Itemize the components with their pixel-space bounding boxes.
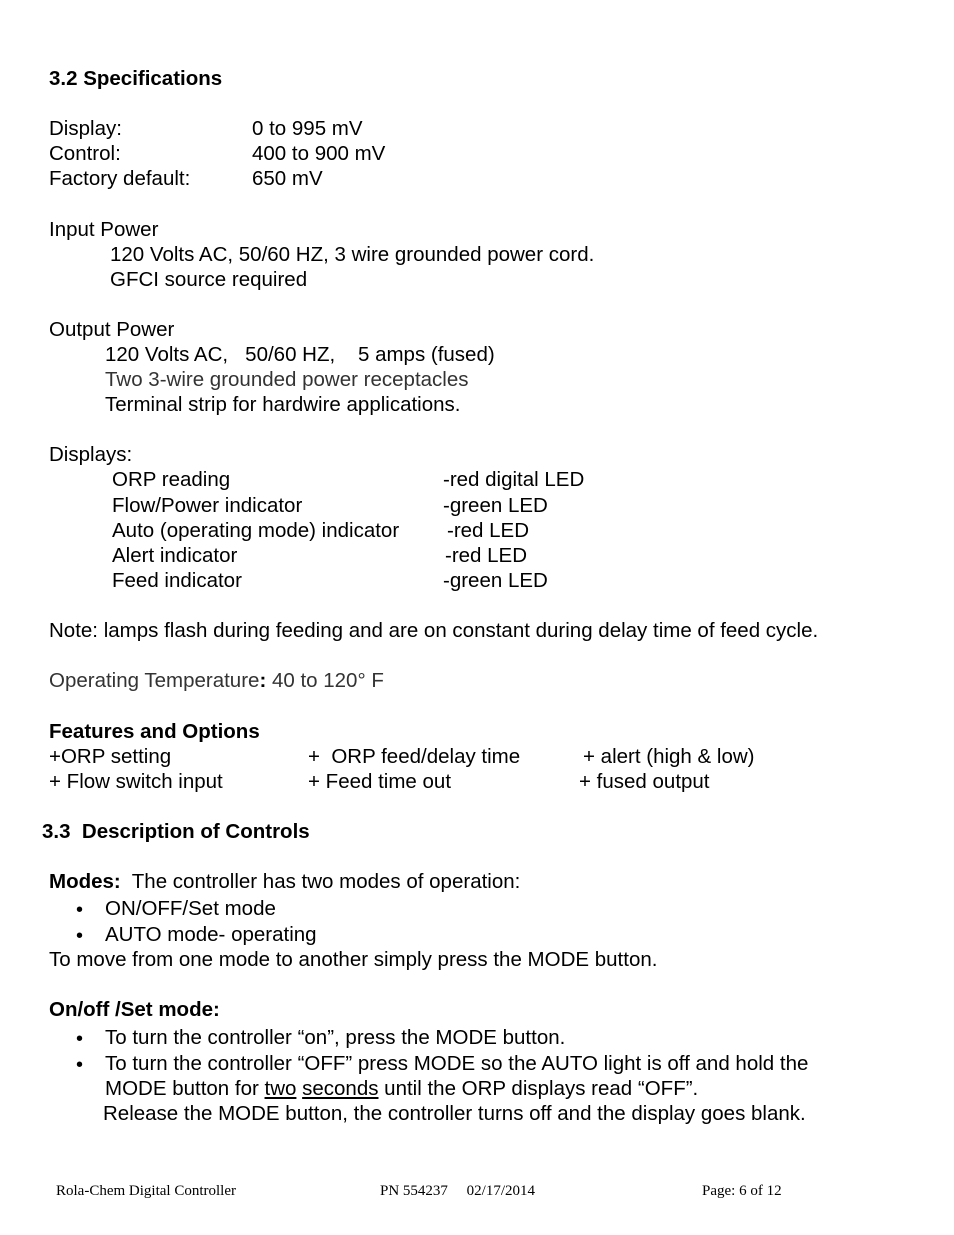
onoff-heading: On/off /Set mode: (49, 998, 220, 1021)
modes-text: The controller has two modes of operation: (120, 870, 521, 893)
section-heading-specifications: 3.2 Specifications (49, 67, 223, 90)
display-name-feed: Feed indicator (112, 569, 242, 592)
onoff-bullet-2-pre: MODE button for (105, 1077, 265, 1100)
operating-temperature-label: Operating Temperature (49, 669, 260, 692)
footer-middle: PN 554237 02/17/2014 (380, 1183, 536, 1199)
operating-temperature (49, 669, 384, 694)
mode-item-onoff: ON/OFF/Set mode (105, 897, 276, 920)
modes-intro (49, 870, 520, 895)
display-value-feed: -green LED (443, 569, 548, 592)
display-name-alert: Alert indicator (112, 544, 238, 567)
section-heading-controls: 3.3 Description of Controls (42, 820, 310, 843)
onoff-bullet-1: To turn the controller “on”, press the MODE button. (105, 1026, 566, 1049)
underlined-seconds: seconds (302, 1077, 379, 1100)
operating-temperature-colon: : (259, 669, 267, 692)
operating-temperature-value: 40 to 120° F (266, 669, 384, 692)
onoff-bullet-2-line-1: To turn the controller “OFF” press MODE so the AUTO light is off and hold the (105, 1052, 809, 1075)
display-value-alert: -red LED (445, 544, 528, 567)
release-text: Release the MODE button, the controller turns off and the display goes blank. (103, 1102, 806, 1125)
spec-label-factory-default: Factory default: (49, 167, 191, 190)
display-name-orp-reading: ORP reading (112, 468, 231, 491)
feature-flow-switch: + Flow switch input (49, 770, 223, 793)
spec-label-display: Display: (49, 117, 122, 140)
spec-value-factory-default: 650 mV (252, 167, 323, 190)
feature-feed-time-out: + Feed time out (308, 770, 452, 793)
onoff-bullet-2-post: until the ORP displays read “OFF”. (378, 1077, 699, 1100)
mode-move-text: To move from one mode to another simply press the MODE button. (49, 948, 658, 971)
feature-alert: + alert (high & low) (583, 745, 755, 768)
input-power-line-1: 120 Volts AC, 50/60 HZ, 3 wire grounded power cord. (110, 243, 595, 266)
underlined-two: two (264, 1077, 297, 1100)
display-value-orp-reading: -red digital LED (443, 468, 585, 491)
modes-label: Modes: (49, 870, 121, 893)
input-power-line-2: GFCI source required (110, 268, 308, 291)
features-heading: Features and Options (49, 720, 260, 743)
display-name-flow-power: Flow/Power indicator (112, 494, 303, 517)
feature-orp-feed-delay: + ORP feed/delay time (308, 745, 521, 768)
bullet-icon: • (76, 1028, 84, 1050)
mode-item-auto: AUTO mode- operating (105, 923, 317, 946)
displays-title: Displays: (49, 443, 133, 466)
onoff-bullet-2-line-2 (105, 1077, 698, 1102)
output-power-line-1: 120 Volts AC, 50/60 HZ, 5 amps (fused) (105, 343, 495, 366)
output-power-line-2: Two 3-wire grounded power receptacles (105, 368, 469, 391)
spec-value-control: 400 to 900 mV (252, 142, 386, 165)
display-value-auto: -red LED (447, 519, 530, 542)
bullet-icon: • (76, 899, 84, 921)
feature-orp-setting: +ORP setting (49, 745, 172, 768)
spec-label-control: Control: (49, 142, 121, 165)
output-power-title: Output Power (49, 318, 175, 341)
footer-page-number: Page: 6 of 12 (702, 1183, 782, 1199)
display-name-auto: Auto (operating mode) indicator (112, 519, 400, 542)
bullet-icon: • (76, 1054, 84, 1076)
spec-value-display: 0 to 995 mV (252, 117, 363, 140)
bullet-icon: • (76, 925, 84, 947)
display-value-flow-power: -green LED (443, 494, 548, 517)
output-power-line-3: Terminal strip for hardwire applications. (105, 393, 461, 416)
lamps-note: Note: lamps flash during feeding and are on constant during delay time of feed cycle. (49, 619, 819, 642)
feature-fused-output: + fused output (579, 770, 710, 793)
footer-left: Rola-Chem Digital Controller (56, 1183, 236, 1199)
input-power-title: Input Power (49, 218, 159, 241)
